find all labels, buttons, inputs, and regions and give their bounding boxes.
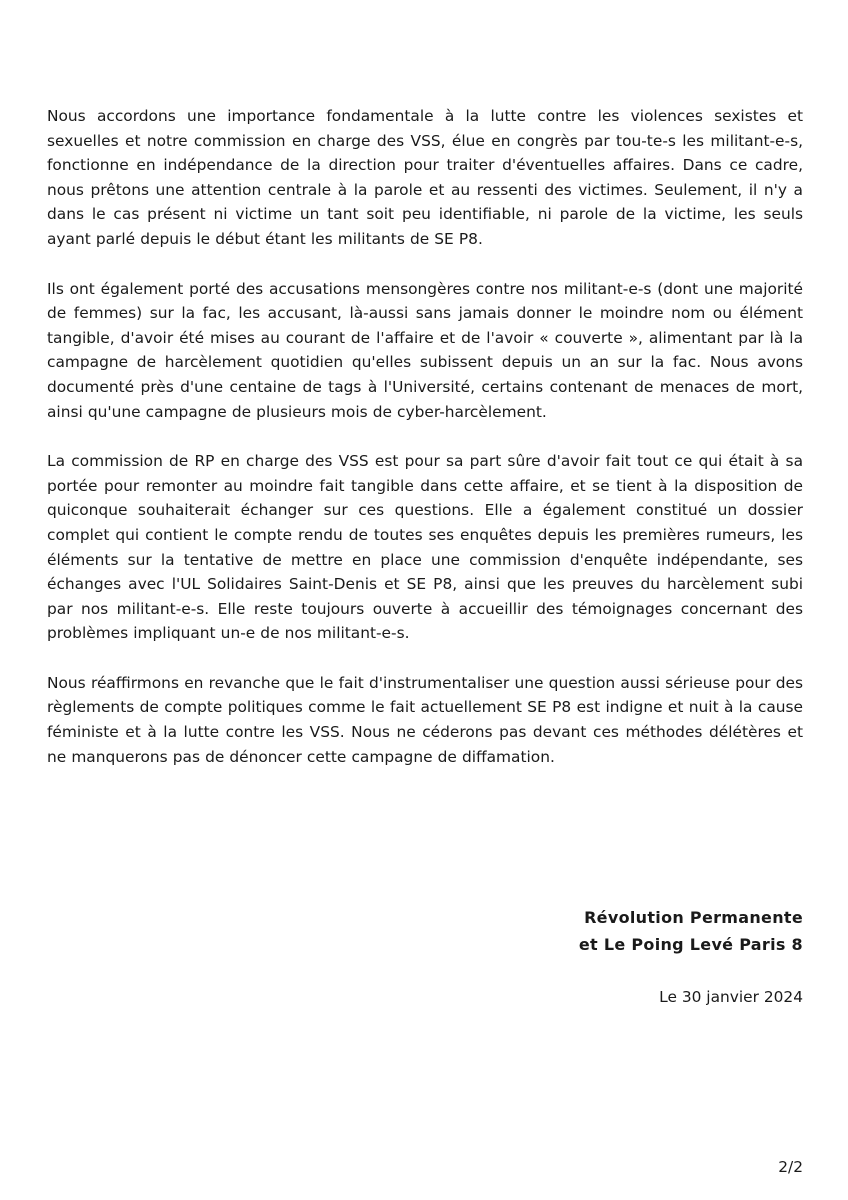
paragraph-false-accusations: Ils ont également porté des accusations mensongères contre nos militant-e-s (dont une majorité de femmes) sur la fac, les accusant, là-aussi sans jamais donner le moindre nom ou élément tangible, d'avoir été mises au courant de l'affaire et de l'avoir « couverte », alimentant par là la campagne de harcèlement quotidien qu'elles subissent depuis un an sur la fac. Nous avons documenté près d'une centaine de tags à l'Université, certains contenant de menaces de mort, ainsi qu'une campagne de plusieurs mois de cyber-harcèlement.: [47, 279, 803, 421]
signature-line-1: Révolution Permanente: [584, 908, 803, 927]
signature-block: [579, 904, 803, 958]
page-number: 2/2: [778, 1158, 803, 1176]
paragraph-rp-commission: La commission de RP en charge des VSS est pour sa part sûre d'avoir fait tout ce qui était à sa portée pour remonter au moindre fait tangible dans cette affaire, et se tient à la disposition de quiconque souhaiterait échanger sur ces questions. Elle a également constitué un dossier complet qui contient le compte rendu de toutes ses enquêtes depuis les premières rumeurs, les éléments sur la tentative de mettre en place une commission d'enquête indépendante, ses échanges avec l'UL Solidaires Saint-Denis et SE P8, ainsi que les preuves du harcèlement subi par nos militant-e-s. Elle reste toujours ouverte à accueillir des témoignages concernant des problèmes impliquant un-e de nos militant-e-s.: [47, 452, 803, 643]
paragraph-vss-commission: Nous accordons une importance fondamentale à la lutte contre les violences sexistes et sexuelles et notre commission en charge des VSS, élue en congrès par tou-te-s les militant-e-s, fonctionne en indépendance de la direction pour traiter d'éventuelles affaires. Dans ce cadre, nous prêtons une attention centrale à la parole et au ressenti des victimes. Seulement, il n'y a dans le cas présent ni victime un tant soit peu identifiable, ni parole de la victime, les seuls ayant parlé depuis le début étant les militants de SE P8.: [47, 107, 803, 248]
paragraph-reaffirmation: Nous réaffirmons en revanche que le fait d'instrumentaliser une question aussi sérieuse pour des règlements de compte politiques comme le fait actuellement SE P8 est indigne et nuit à la cause féministe et à la lutte contre les VSS. Nous ne céderons pas devant ces méthodes délétères et ne manquerons pas de dénoncer cette campagne de diffamation.: [47, 673, 803, 766]
signature-line-2: et Le Poing Levé Paris 8: [578, 935, 803, 954]
document-date: Le 30 janvier 2024: [659, 988, 803, 1006]
document-body: [47, 104, 803, 794]
